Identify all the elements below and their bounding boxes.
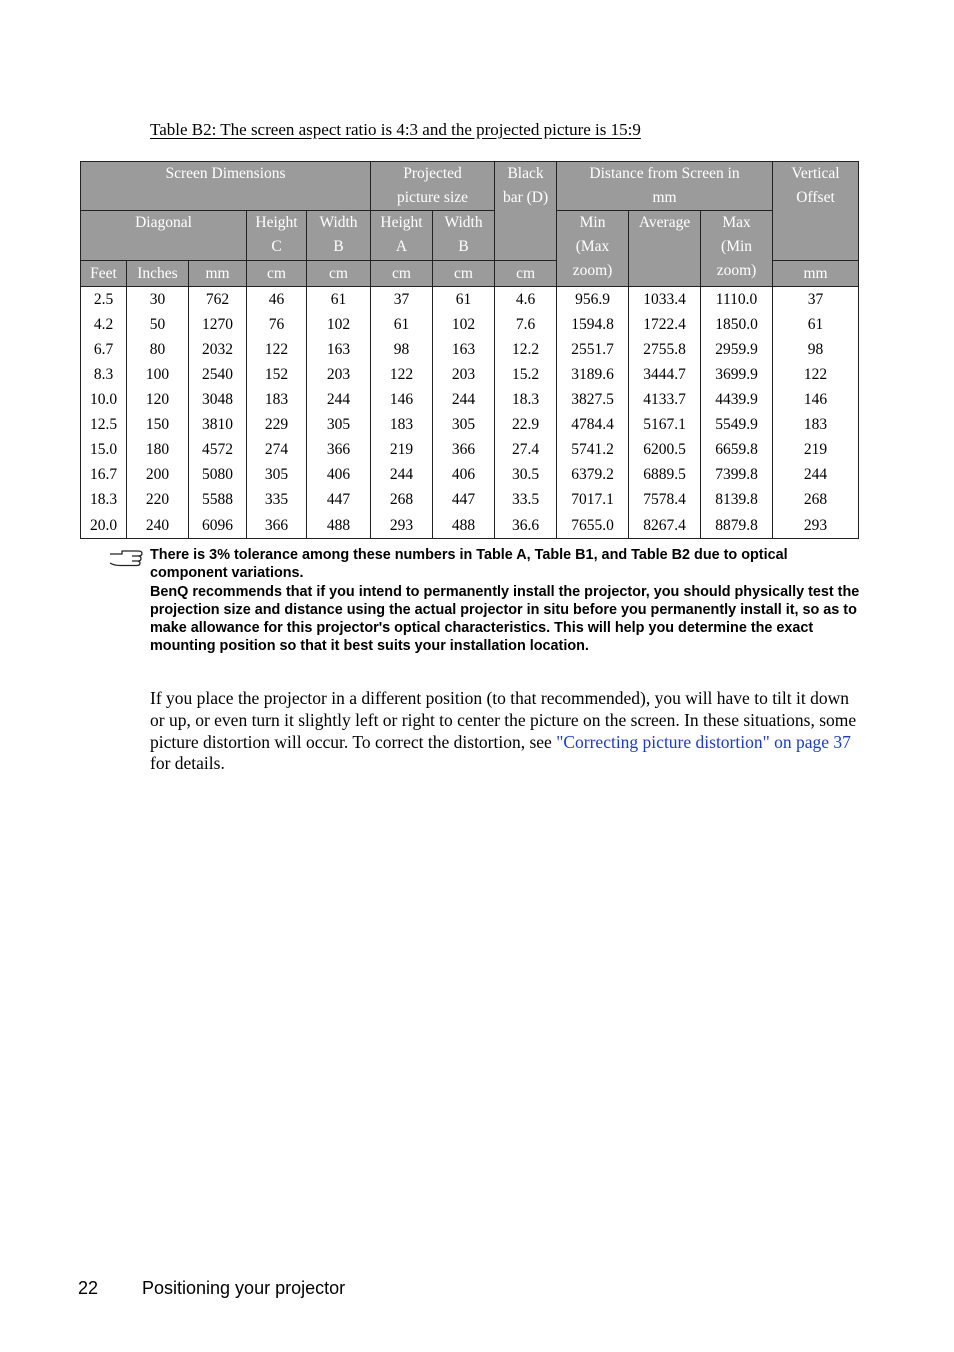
table-cell: 146 [371,387,433,412]
table-row [81,387,859,412]
table-cell: 2.5 [81,287,127,313]
table-cell: 6889.5 [629,462,701,487]
unit-mm-offset: mm [773,261,859,287]
table-cell: 2540 [189,362,247,387]
table-cell: 6096 [189,512,247,539]
unit-inches: Inches [127,261,189,287]
table-row [81,337,859,362]
table-cell: 18.3 [495,387,557,412]
table-cell: 7399.8 [701,462,773,487]
header-distance-from-screen: Distance from Screen in mm [557,162,773,211]
unit-feet: Feet [81,261,127,287]
table-cell: 12.2 [495,337,557,362]
table-cell: 6200.5 [629,437,701,462]
table-cell: 27.4 [495,437,557,462]
table-cell: 406 [307,462,371,487]
table-cell: 18.3 [81,487,127,512]
table-cell: 200 [127,462,189,487]
table-cell: 61 [371,312,433,337]
table-cell: 5588 [189,487,247,512]
table-cell: 30.5 [495,462,557,487]
table-cell: 762 [189,287,247,313]
table-cell: 61 [307,287,371,313]
table-cell: 5549.9 [701,412,773,437]
header-max-min-zoom: Max (Min zoom) [701,211,773,287]
table-cell: 98 [773,337,859,362]
table-cell: 12.5 [81,412,127,437]
table-cell: 274 [247,437,307,462]
header-diagonal: Diagonal [81,211,247,261]
table-cell: 152 [247,362,307,387]
table-cell: 46 [247,287,307,313]
table-row [81,487,859,512]
table-cell: 220 [127,487,189,512]
table-cell: 366 [247,512,307,539]
correcting-distortion-link[interactable]: "Correcting picture distortion" on page 37 [556,731,851,752]
table-cell: 1270 [189,312,247,337]
header-average: Average [629,211,701,287]
table-cell: 2755.8 [629,337,701,362]
table-cell: 488 [307,512,371,539]
table-cell: 98 [371,337,433,362]
table-cell: 244 [433,387,495,412]
table-cell: 120 [127,387,189,412]
table-cell: 20.0 [81,512,127,539]
table-row [81,287,859,313]
table-caption: Table B2: The screen aspect ratio is 4:3 and the projected picture is 15:9 [150,120,641,139]
page-number: 22 [78,1278,99,1298]
unit-cm-width-b-projected: cm [433,261,495,287]
body-paragraph: If you place the projector in a different position (to that recommended), you will have to tilt it down or up, or even turn it slightly left or right to center the picture on the screen. In these situations, some picture distortion will occur. To correct the distortion, see "Correcting picture distortion" on page 37 for details. [150,688,857,774]
table-cell: 268 [773,487,859,512]
table-cell: 244 [307,387,371,412]
table-cell: 3444.7 [629,362,701,387]
table-row [81,437,859,462]
table-cell: 366 [307,437,371,462]
table-cell: 335 [247,487,307,512]
table-cell: 488 [433,512,495,539]
table-cell: 3048 [189,387,247,412]
table-cell: 16.7 [81,462,127,487]
table-cell: 4439.9 [701,387,773,412]
header-width-b: Width B [307,211,371,261]
table-cell: 7.6 [495,312,557,337]
table-cell: 1594.8 [557,312,629,337]
table-cell: 8879.8 [701,512,773,539]
table-cell: 102 [307,312,371,337]
table-row [81,312,859,337]
table-cell: 305 [433,412,495,437]
pointing-hand-icon [108,546,146,568]
table-cell: 163 [307,337,371,362]
table-cell: 956.9 [557,287,629,313]
table-cell: 4572 [189,437,247,462]
table-cell: 305 [307,412,371,437]
table-cell: 447 [433,487,495,512]
table-cell: 146 [773,387,859,412]
projection-table [80,161,859,539]
note-tolerance: There is 3% tolerance among these numbers in Table A, Table B1, and Table B2 due to optical component variations. [150,547,788,582]
table-cell: 2551.7 [557,337,629,362]
table-cell: 22.9 [495,412,557,437]
table-cell: 15.2 [495,362,557,387]
unit-cm-width-b: cm [307,261,371,287]
table-cell: 150 [127,412,189,437]
table-cell: 6.7 [81,337,127,362]
table-cell: 33.5 [495,487,557,512]
note-recommendation: BenQ recommends that if you intend to permanently install the projector, you should physically test the projection size and distance using the actual projector in situ before you permanently install it, so as to make allowance for this projector's optical characteristics. This will help you determine the exact mounting position so that it best suits your installation location. [150,583,860,655]
table-cell: 219 [773,437,859,462]
table-row [81,462,859,487]
table-cell: 447 [307,487,371,512]
table-cell: 2959.9 [701,337,773,362]
table-cell: 1722.4 [629,312,701,337]
table-cell: 10.0 [81,387,127,412]
table-cell: 305 [247,462,307,487]
table-cell: 100 [127,362,189,387]
table-cell: 8139.8 [701,487,773,512]
header-projected-picture-size: Projected picture size [371,162,495,211]
table-cell: 4.6 [495,287,557,313]
table-cell: 2032 [189,337,247,362]
table-cell: 219 [371,437,433,462]
table-cell: 3827.5 [557,387,629,412]
table-row [81,412,859,437]
table-cell: 3810 [189,412,247,437]
table-cell: 366 [433,437,495,462]
table-cell: 3699.9 [701,362,773,387]
table-cell: 6659.8 [701,437,773,462]
table-cell: 122 [773,362,859,387]
table-cell: 8267.4 [629,512,701,539]
unit-mm: mm [189,261,247,287]
table-cell: 7655.0 [557,512,629,539]
table-cell: 7578.4 [629,487,701,512]
table-cell: 183 [773,412,859,437]
table-cell: 1850.0 [701,312,773,337]
header-min-max-zoom: Min (Max zoom) [557,211,629,287]
table-cell: 37 [773,287,859,313]
table-body [81,287,859,539]
section-title: Positioning your projector [142,1278,346,1298]
table-cell: 203 [433,362,495,387]
table-cell: 4784.4 [557,412,629,437]
table-cell: 61 [773,312,859,337]
header-height-a: Height A [371,211,433,261]
unit-cm-black-bar: cm [495,261,557,287]
table-cell: 5080 [189,462,247,487]
table-cell: 4.2 [81,312,127,337]
table-cell: 61 [433,287,495,313]
table-cell: 37 [371,287,433,313]
header-screen-dimensions: Screen Dimensions [81,162,371,211]
table-cell: 122 [247,337,307,362]
table-cell: 229 [247,412,307,437]
table-cell: 76 [247,312,307,337]
table-cell: 50 [127,312,189,337]
table-cell: 80 [127,337,189,362]
header-black-bar: Black bar (D) [495,162,557,261]
table-row [81,362,859,387]
table-cell: 183 [247,387,307,412]
table-cell: 4133.7 [629,387,701,412]
table-cell: 36.6 [495,512,557,539]
table-cell: 293 [371,512,433,539]
header-height-c: Height C [247,211,307,261]
table-row [81,512,859,539]
table-cell: 5167.1 [629,412,701,437]
table-cell: 244 [773,462,859,487]
table-cell: 30 [127,287,189,313]
header-width-b-projected: Width B [433,211,495,261]
table-cell: 293 [773,512,859,539]
table-cell: 7017.1 [557,487,629,512]
table-cell: 268 [371,487,433,512]
table-cell: 244 [371,462,433,487]
table-cell: 1110.0 [701,287,773,313]
table-cell: 1033.4 [629,287,701,313]
table-cell: 3189.6 [557,362,629,387]
header-vertical-offset: Vertical Offset [773,162,859,261]
table-cell: 8.3 [81,362,127,387]
table-cell: 5741.2 [557,437,629,462]
table-cell: 6379.2 [557,462,629,487]
table-cell: 180 [127,437,189,462]
table-cell: 15.0 [81,437,127,462]
unit-cm-height-c: cm [247,261,307,287]
table-cell: 122 [371,362,433,387]
unit-cm-height-a: cm [371,261,433,287]
table-cell: 163 [433,337,495,362]
table-cell: 240 [127,512,189,539]
table-cell: 102 [433,312,495,337]
table-cell: 183 [371,412,433,437]
table-cell: 406 [433,462,495,487]
note-block [150,546,865,656]
table-cell: 203 [307,362,371,387]
